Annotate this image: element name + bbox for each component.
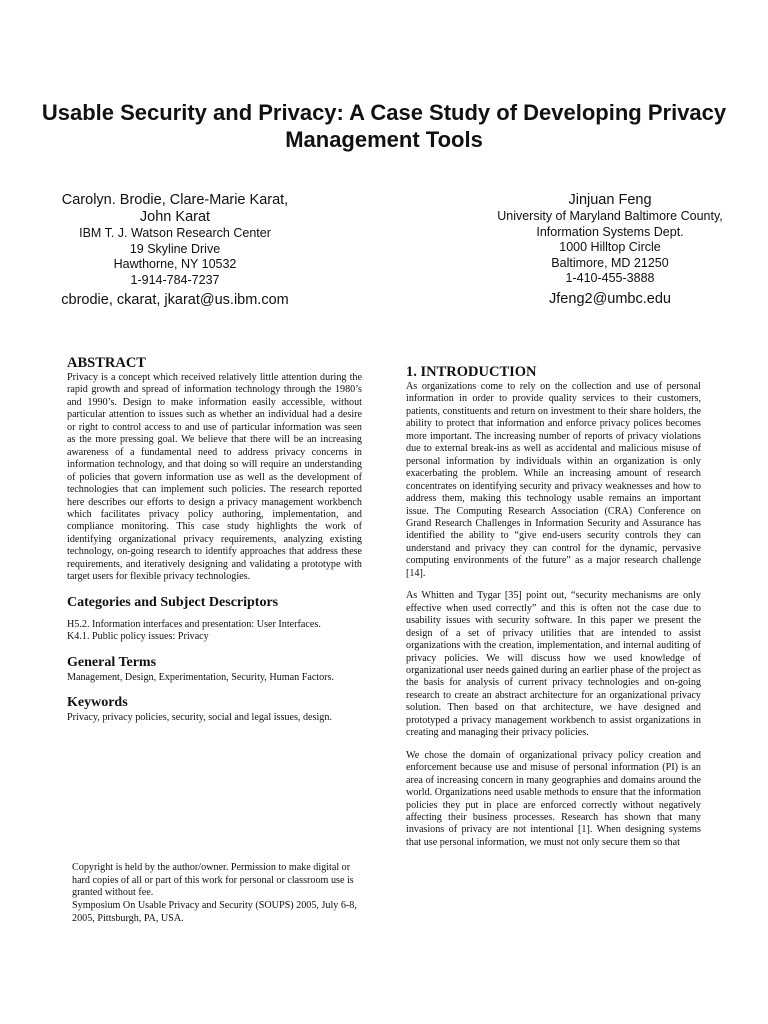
paper-title: Usable Security and Privacy: A Case Study of Developing Privacy Management Tools	[41, 100, 727, 152]
keywords-text: Privacy, privacy policies, security, social and legal issues, design.	[67, 712, 332, 724]
abstract-heading: ABSTRACT	[67, 355, 146, 371]
author-affiliation-line: 1-410-455-3888	[565, 271, 655, 285]
author-email[interactable]: Jfeng2@umbc.edu	[549, 290, 671, 307]
keywords-heading: Keywords	[67, 695, 128, 711]
author-affiliation-line: 1000 Hilltop Circle	[559, 240, 661, 254]
author-affiliation-line: 19 Skyline Drive	[129, 241, 221, 256]
intro-paragraph: As Whitten and Tygar [35] point out, “security mechanisms are only effective when used correctly” and this is often not the case due to usability issues with security software. In this paper we present the design of a set of privacy utilities that are intended to assist organizations with the creation, implementation, and internal auditing of privacy policies. We will discuss how we used knowledge of organizational user needs gained during an earlier phase of the project as the basis for analysis of current privacy technologies and on-going research to create an abstract architecture for an organizational privacy solution. Then based on that architecture, we have designed and prototyped a privacy management workbench to assist organizations in creating and managing their privacy policies.	[406, 590, 701, 739]
abstract-text: Privacy is a concept which received relatively little attention during the rapid growth and spread of information technology through the 1980’s and 1990’s. Design to make information easily accessible, without particular attention to issues such as whether an individual had a desire or right to control access to and use of particular information was seen as the more pressing goal. We believe that there will be an increasing awareness of a fundamental need to address privacy concerns in information technology, and that doing so will require an understanding of policies that govern information use as well as the development of technologies that can implement such policies. The research reported here describes our efforts to design a privacy management workbench which facilitates privacy policy authoring, implementation, and compliance monitoring. This case study highlights the work of identifying organizational privacy requirements, analyzing existing technology, on-going research to identify approaches that address these requirements, and iteratively designing and validating a prototype with target users for flexible privacy technologies.	[67, 372, 362, 583]
introduction-heading: 1. INTRODUCTION	[406, 364, 537, 380]
general-terms-text: Management, Design, Experimentation, Security, Human Factors.	[67, 671, 335, 683]
intro-paragraph: As organizations come to rely on the collection and use of personal information in order to provide quality services to their customers, patients, constituents and return on investment to their share holders, the ability to protect that information and enforce privacy polices becomes more important. The increasing number of reports of privacy violations due to external break-ins as well as accidental and malicious misuse of personal information by individuals within an organization is only exacerbating the problem. While an increasing amount of research concentrates on identifying security and privacy weaknesses and how to address them, making this technology usable remains an important issue. The Computing Research Association (CRA) Conference on Grand Research Challenges in Information Security and Assurance has identified the ability to “give end-users security controls they can understand and privacy they can control for the dynamic, pervasive computing environments of the future” as a major research challenge [14].	[406, 381, 701, 579]
author-affiliation-line: IBM T. J. Watson Research Center	[79, 226, 271, 240]
category-line: K4.1. Public policy issues: Privacy	[67, 631, 209, 643]
general-terms-heading: General Terms	[67, 654, 157, 670]
author-block-ibm	[60, 192, 290, 309]
copyright-notice: Copyright is held by the author/owner. Permission to make digital or hard copies of all or part of this work for personal or classroom use is granted without fee. Symposium On Usable Privacy and Security (SOUPS) 2005, July 6-8, 2005, Pittsburgh, PA, USA.	[72, 862, 357, 924]
author-affiliation-line: 1-914-784-7237	[130, 272, 220, 287]
author-affiliation-line: Baltimore, MD 21250	[551, 255, 669, 270]
author-names: Jinjuan Feng	[568, 192, 652, 208]
category-line: H5.2. Information interfaces and presentation: User Interfaces.	[67, 618, 321, 630]
categories-heading: Categories and Subject Descriptors	[67, 594, 279, 610]
author-affiliation-line: University of Maryland Baltimore County, Information Systems Dept.	[497, 209, 723, 239]
right-column	[406, 354, 701, 849]
intro-paragraph: We chose the domain of organizational privacy policy creation and enforcement because use and misuse of personal information (PI) is an area of increasing concern in many geographies and domains around the world. Organizations need usable methods to ensure that the information policies they put in place are enforced correctly without negatively affecting their business processes. Research has shown that many invasions of privacy are not intentional [1]. When designing systems that use personal information, we must not only secure them so that	[406, 749, 701, 848]
author-names: Carolyn. Brodie, Clare-Marie Karat, John Karat	[61, 192, 289, 225]
left-column	[67, 354, 362, 725]
author-affiliation-line: Hawthorne, NY 10532	[113, 257, 237, 271]
author-email[interactable]: cbrodie, ckarat, jkarat@us.ibm.com	[61, 292, 289, 308]
author-block-umbc	[490, 192, 730, 308]
